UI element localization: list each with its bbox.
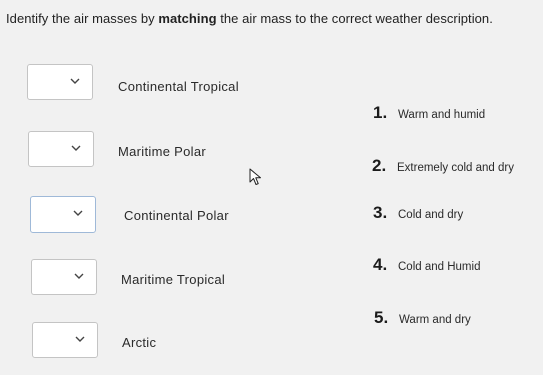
chevron-down-icon <box>73 209 83 217</box>
match-select-1[interactable] <box>27 64 93 100</box>
description-text: Cold and Humid <box>398 261 481 273</box>
air-mass-label-2: Maritime Polar <box>118 144 206 159</box>
chevron-down-icon <box>71 144 81 152</box>
mouse-pointer-icon <box>249 168 263 186</box>
instruction-suffix: the air mass to the correct weather description. <box>216 11 493 26</box>
description-number: 4. <box>373 255 388 274</box>
description-1 <box>373 103 485 123</box>
air-mass-label-5: Arctic <box>122 335 157 350</box>
description-text: Extremely cold and dry <box>397 162 514 174</box>
description-3 <box>373 203 463 223</box>
air-mass-label-1: Continental Tropical <box>118 79 239 94</box>
description-text: Warm and dry <box>399 314 471 326</box>
description-4 <box>373 255 480 275</box>
description-number: 1. <box>373 103 388 122</box>
instruction-prefix: Identify the air masses by <box>6 11 159 26</box>
description-number: 2. <box>372 156 387 175</box>
match-select-3[interactable] <box>30 196 96 233</box>
description-number: 3. <box>373 203 388 222</box>
chevron-down-icon <box>74 272 84 280</box>
description-2 <box>372 156 514 176</box>
air-mass-label-3: Continental Polar <box>124 208 229 223</box>
air-mass-label-4: Maritime Tropical <box>121 272 226 287</box>
description-number: 5. <box>374 308 389 327</box>
instruction-text <box>6 11 493 26</box>
description-text: Warm and humid <box>398 109 486 121</box>
instruction-bold: matching <box>158 11 217 26</box>
chevron-down-icon <box>75 335 85 343</box>
match-select-5[interactable] <box>32 322 98 358</box>
chevron-down-icon <box>70 77 80 85</box>
match-select-4[interactable] <box>31 259 97 295</box>
description-text: Cold and dry <box>398 209 464 221</box>
description-5 <box>374 308 471 328</box>
match-select-2[interactable] <box>28 131 94 167</box>
